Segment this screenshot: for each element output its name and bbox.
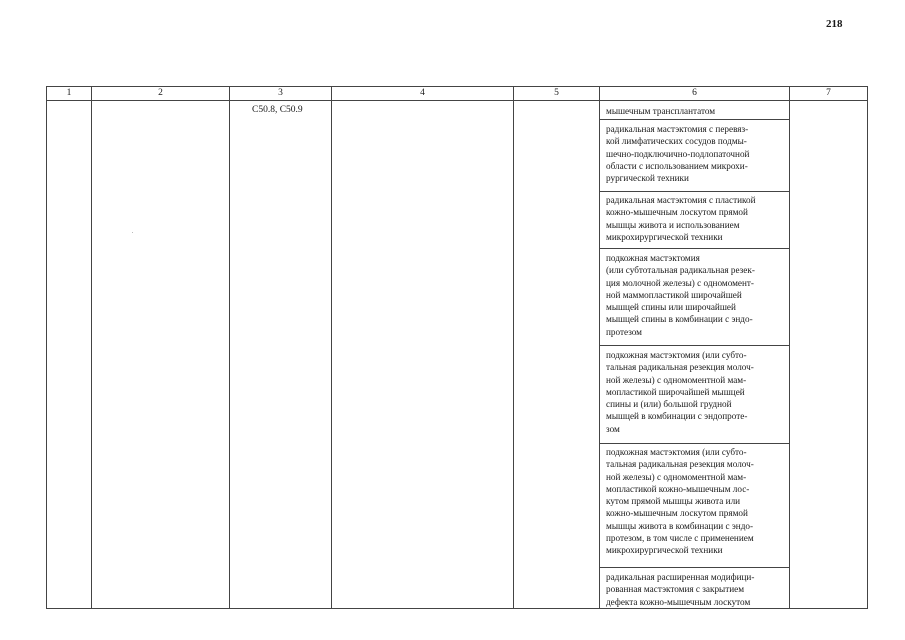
column-border (229, 86, 230, 609)
page-number: 218 (826, 18, 843, 30)
treatment-method-text: радикальная мастэктомия с перевяз- кой лимфатических сосудов подмы- шечно-подключично-подлопаточной области с использованием микрохи- рургической техники (606, 124, 750, 184)
treatment-method-text: подкожная мастэктомия (или субто- тальная радикальная резекция молоч- ной железы) с одномоментной мам- мопластикой кожно-мышечным лос- кутом прямой мышцы живота или кожно-мышечным лоскутом прямой мышцы живота в комбинации с эндо- протезом, в том числе с применением микрохирургической техники (606, 447, 754, 556)
treatment-method-text: подкожная мастэктомия (или субто- тальная радикальная резекция молоч- ной железы) с одномоментной мам- мопластикой широчайшей мышцей спины и (или) большой грудной мышцей в комбинации с эндопроте- зом (606, 350, 754, 434)
row-divider (599, 191, 789, 192)
table-bottom-border (46, 608, 868, 609)
row-divider (599, 567, 789, 568)
treatment-method-text: мышечным трансплантатом (606, 106, 716, 116)
column-header-3: 3 (278, 88, 283, 98)
column-border (331, 86, 332, 609)
treatment-method-text: радикальная расширенная модифици- рованная мастэктомия с закрытием дефекта кожно-мышечным лоскутом (606, 572, 755, 607)
column-border (789, 86, 790, 609)
scan-speck (132, 232, 133, 233)
diagnosis-codes: C50.8, C50.9 (252, 105, 303, 115)
treatment-method-text: подкожная мастэктомия (или субтотальная радикальная резек- ция молочной железы) с одномомент- ной маммопластикой широчайшей мышцей спины или широчайшей мышцей спины в комбинации с эндо- протезом (606, 253, 755, 337)
column-border (46, 86, 47, 609)
column-header-7: 7 (826, 88, 831, 98)
column-border (867, 86, 868, 609)
column-header-2: 2 (158, 88, 163, 98)
column-border (513, 86, 514, 609)
row-divider (599, 345, 789, 346)
column-header-4: 4 (420, 88, 425, 98)
row-divider (599, 119, 789, 120)
header-bottom-border (46, 100, 868, 101)
table-top-border (46, 86, 868, 87)
row-divider (599, 443, 789, 444)
column-border (599, 86, 600, 609)
column-border (91, 86, 92, 609)
row-divider (599, 248, 789, 249)
column-header-5: 5 (554, 88, 559, 98)
column-header-6: 6 (692, 88, 697, 98)
treatment-method-text: радикальная мастэктомия с пластикой кожно-мышечным лоскутом прямой мышцы живота и использованием микрохирургической техники (606, 195, 756, 242)
column-header-1: 1 (66, 88, 72, 98)
